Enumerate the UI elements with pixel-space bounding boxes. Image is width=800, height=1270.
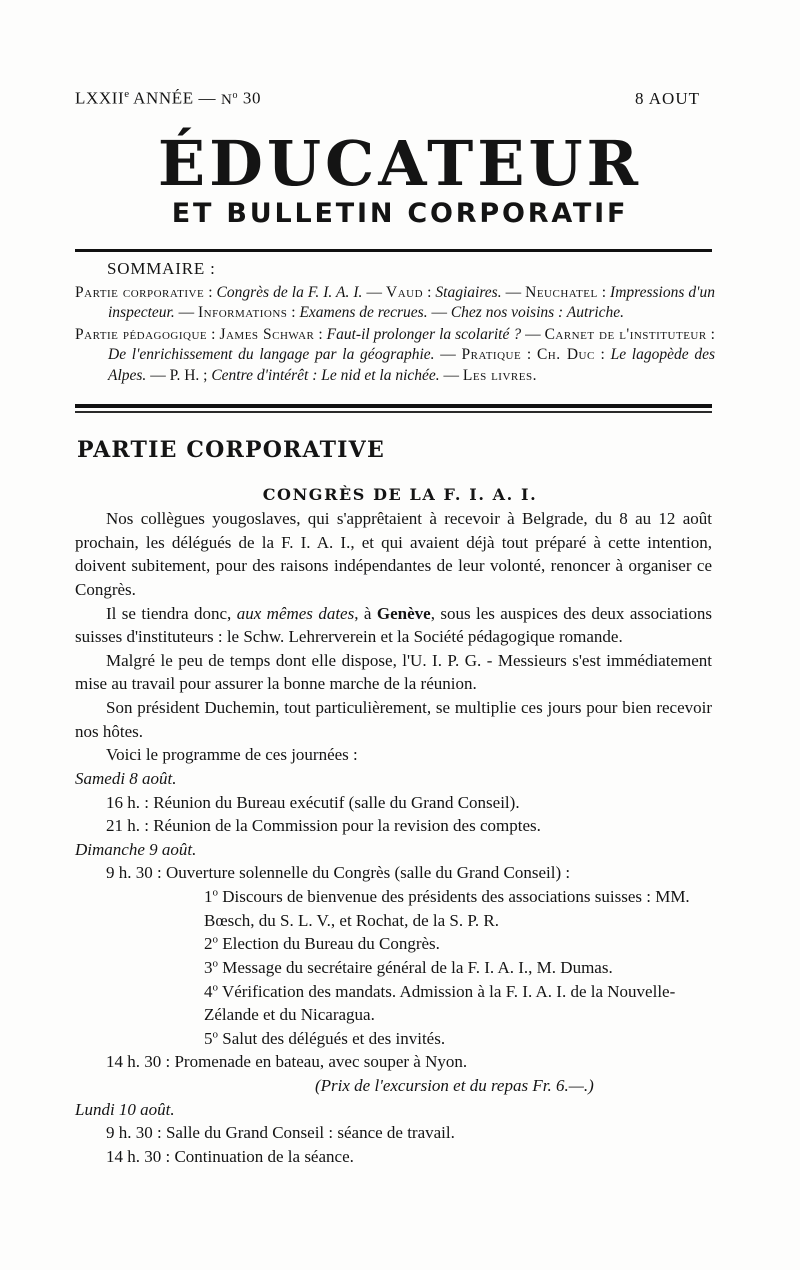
p2-part-b: , à <box>354 603 377 623</box>
volume-ordinal-suffix: e <box>124 88 130 100</box>
ordinal-digit: 5 <box>204 1028 213 1048</box>
sommaire-smallcaps: Informations <box>197 304 288 322</box>
sommaire-smallcaps: Partie pédagogique <box>75 325 208 343</box>
programme-day-heading-monday: Lundi 10 août. <box>75 1099 175 1119</box>
ordinal-digit: 1 <box>204 887 213 906</box>
sommaire-italic: Chez nos voisins : Autriche. <box>450 304 625 322</box>
ordinal-1 <box>204 887 218 906</box>
sommaire-smallcaps: James Schwar <box>219 325 315 343</box>
sommaire-plain: : <box>597 283 611 301</box>
programme-numbered-item <box>75 1027 712 1051</box>
sommaire-plain: : <box>521 346 537 364</box>
p2-part-c: , sous les auspices des deux associations suisses d'instituteurs : le Schw. Lehrerverein et la Société pédagogique romande. <box>75 603 712 647</box>
paragraph-1: Nos collègues yougoslaves, qui s'apprêtaient à recevoir à Belgrade, du 8 au 12 août prochain, les délégués de la F. I. A. I., et qui avaient déjà tout préparé à cette intention, doivent subitement, pour des raisons indépendantes de leur volonté, renoncer à organiser ce Congrès. <box>75 509 712 599</box>
volume-word: ANNÉE <box>133 88 194 108</box>
numbered-item-text: Message du secrétaire général de la F. I. A. I., M. Dumas. <box>222 957 613 977</box>
sommaire-entry <box>75 283 715 324</box>
p2-bold-city: Genève <box>376 603 431 623</box>
programme-numbered-item <box>75 956 712 980</box>
sommaire-entry <box>75 325 715 387</box>
rule-below-sommaire-thin <box>75 411 712 413</box>
numbered-item-text: Salut des délégués et des invités. <box>222 1028 446 1048</box>
sommaire-plain: — P. H. ; <box>146 367 212 385</box>
sommaire-plain: — <box>434 346 462 364</box>
sommaire-smallcaps: Ch. Duc <box>536 346 595 364</box>
numbered-item-text: Election du Bureau du Congrès. <box>222 934 440 954</box>
programme-numbered-item <box>75 885 712 932</box>
sommaire-plain: — <box>521 325 545 343</box>
ordinal-suffix: o <box>212 886 218 899</box>
sommaire-plain: — <box>174 304 198 322</box>
sommaire-plain: — <box>362 283 386 301</box>
issue-number: 30 <box>242 88 262 108</box>
sommaire-italic: Centre d'intérêt : Le nid et la nichée. <box>211 367 440 385</box>
issue-number-sign <box>221 89 239 108</box>
sommaire-plain: : <box>594 346 611 364</box>
paragraph-4: Son président Duchemin, tout particulièrement, se multiplie ces jours pour bien recevoir nos hôtes. <box>75 698 712 741</box>
sommaire-smallcaps: Vaud <box>386 283 424 301</box>
sommaire-plain: — <box>427 304 451 322</box>
ordinal-suffix: o <box>212 980 218 993</box>
sommaire-plain: — <box>439 367 463 385</box>
ordinal-digit: 3 <box>204 957 213 977</box>
sommaire-plain: — <box>501 283 526 301</box>
volume-and-issue <box>75 88 261 109</box>
paragraph-3: Malgré le peu de temps dont elle dispose, l'U. I. P. G. - Messieurs s'est immédiatement mise au travail pour assurer la bonne marche de la réunion. <box>75 650 712 694</box>
sommaire-italic: Stagiaires. <box>435 283 502 301</box>
issue-label: N <box>221 91 233 108</box>
numbered-item-text: Discours de bienvenue des présidents des associations suisses : MM. Bœsch, du S. L. V., et Rochat, de la S. P. R. <box>204 887 690 930</box>
programme-item: 16 h. : Réunion du Bureau exécutif (salle du Grand Conseil). <box>106 792 520 812</box>
sommaire-plain: : <box>287 304 300 322</box>
sommaire-smallcaps: Pratique <box>461 346 522 364</box>
page-title: PARTIE CORPORATIVE <box>77 437 385 463</box>
sommaire-italic: Faut-il prolonger la scolarité ? <box>326 325 522 343</box>
programme-numbered-item <box>75 932 712 956</box>
rule-above-sommaire <box>75 249 712 252</box>
paragraph-5: Voici le programme de ces journées : <box>106 745 358 765</box>
ordinal-suffix: o <box>212 933 218 946</box>
em-dash: — <box>198 88 217 108</box>
programme-numbered-item <box>75 980 712 1027</box>
sommaire-smallcaps: Carnet de l'instituteur <box>544 325 707 343</box>
ordinal-2 <box>204 934 218 953</box>
programme-item: 14 h. 30 : Promenade en bateau, avec souper à Nyon. <box>106 1052 468 1072</box>
ordinal-3 <box>204 958 218 977</box>
sommaire-plain: : <box>204 283 217 301</box>
programme-item: 21 h. : Réunion de la Commission pour la revision des comptes. <box>106 816 541 836</box>
sommaire-plain: : <box>314 325 327 343</box>
sommaire-smallcaps: Partie corporative <box>75 283 205 301</box>
programme-day-heading-sunday: Dimanche 9 août. <box>75 839 197 859</box>
programme-day-heading-saturday: Samedi 8 août. <box>75 768 177 788</box>
sommaire-label: SOMMAIRE : <box>107 259 216 278</box>
sommaire-smallcaps: Les livres. <box>462 367 537 385</box>
article-title: CONGRÈS DE LA F. I. A. I. <box>262 485 538 504</box>
sommaire-plain: : <box>706 325 715 343</box>
publication-subtitle: ET BULLETIN CORPORATIF <box>171 198 629 229</box>
ordinal-suffix: o <box>212 957 218 970</box>
sommaire-italic: Congrès de la F. I. A. I. <box>216 283 363 301</box>
programme-price-note: (Prix de l'excursion et du repas Fr. 6.—.) <box>315 1076 594 1095</box>
programme-item: 9 h. 30 : Salle du Grand Conseil : séance de travail. <box>106 1123 455 1143</box>
numbered-item-text: Vérification des mandats. Admission à la F. I. A. I. de la Nouvelle-Zélande et du Nicaragua. <box>204 981 676 1025</box>
sommaire-smallcaps: Neuchatel <box>525 283 598 301</box>
ordinal-digit: 4 <box>204 981 213 1001</box>
sommaire-plain: : <box>207 325 220 343</box>
paragraph-2 <box>75 602 712 649</box>
issue-ordinal-suffix: o <box>232 89 239 101</box>
p2-italic-dates: aux mêmes dates <box>236 603 355 623</box>
sommaire-italic: Examens de recrues. <box>299 304 428 322</box>
article-body <box>75 507 712 1169</box>
ordinal-digit: 2 <box>204 934 213 954</box>
ordinal-suffix: o <box>212 1028 218 1041</box>
sommaire-block <box>75 258 715 387</box>
volume-number: LXXII <box>75 88 125 108</box>
sommaire-italic: Impressions d'un inspecteur. <box>108 283 715 322</box>
sommaire-italic: De l'enrichissement du langage par la géographie. <box>108 346 435 364</box>
publication-title: ÉDUCATEUR <box>157 127 643 200</box>
programme-item-lead: 9 h. 30 : Ouverture solennelle du Congrès (salle du Grand Conseil) : <box>106 863 571 883</box>
rule-below-sommaire-thick <box>75 404 712 408</box>
sommaire-italic: Le lagopède des Alpes. <box>108 346 716 385</box>
p2-part-a: Il se tiendra donc, <box>106 603 237 623</box>
sommaire-plain: : <box>423 283 436 301</box>
masthead-issue-line <box>75 88 700 109</box>
programme-item: 14 h. 30 : Continuation de la séance. <box>106 1146 354 1166</box>
issue-date: 8 AOUT <box>634 88 700 108</box>
ordinal-5 <box>204 1029 218 1048</box>
ordinal-4 <box>204 982 218 1001</box>
